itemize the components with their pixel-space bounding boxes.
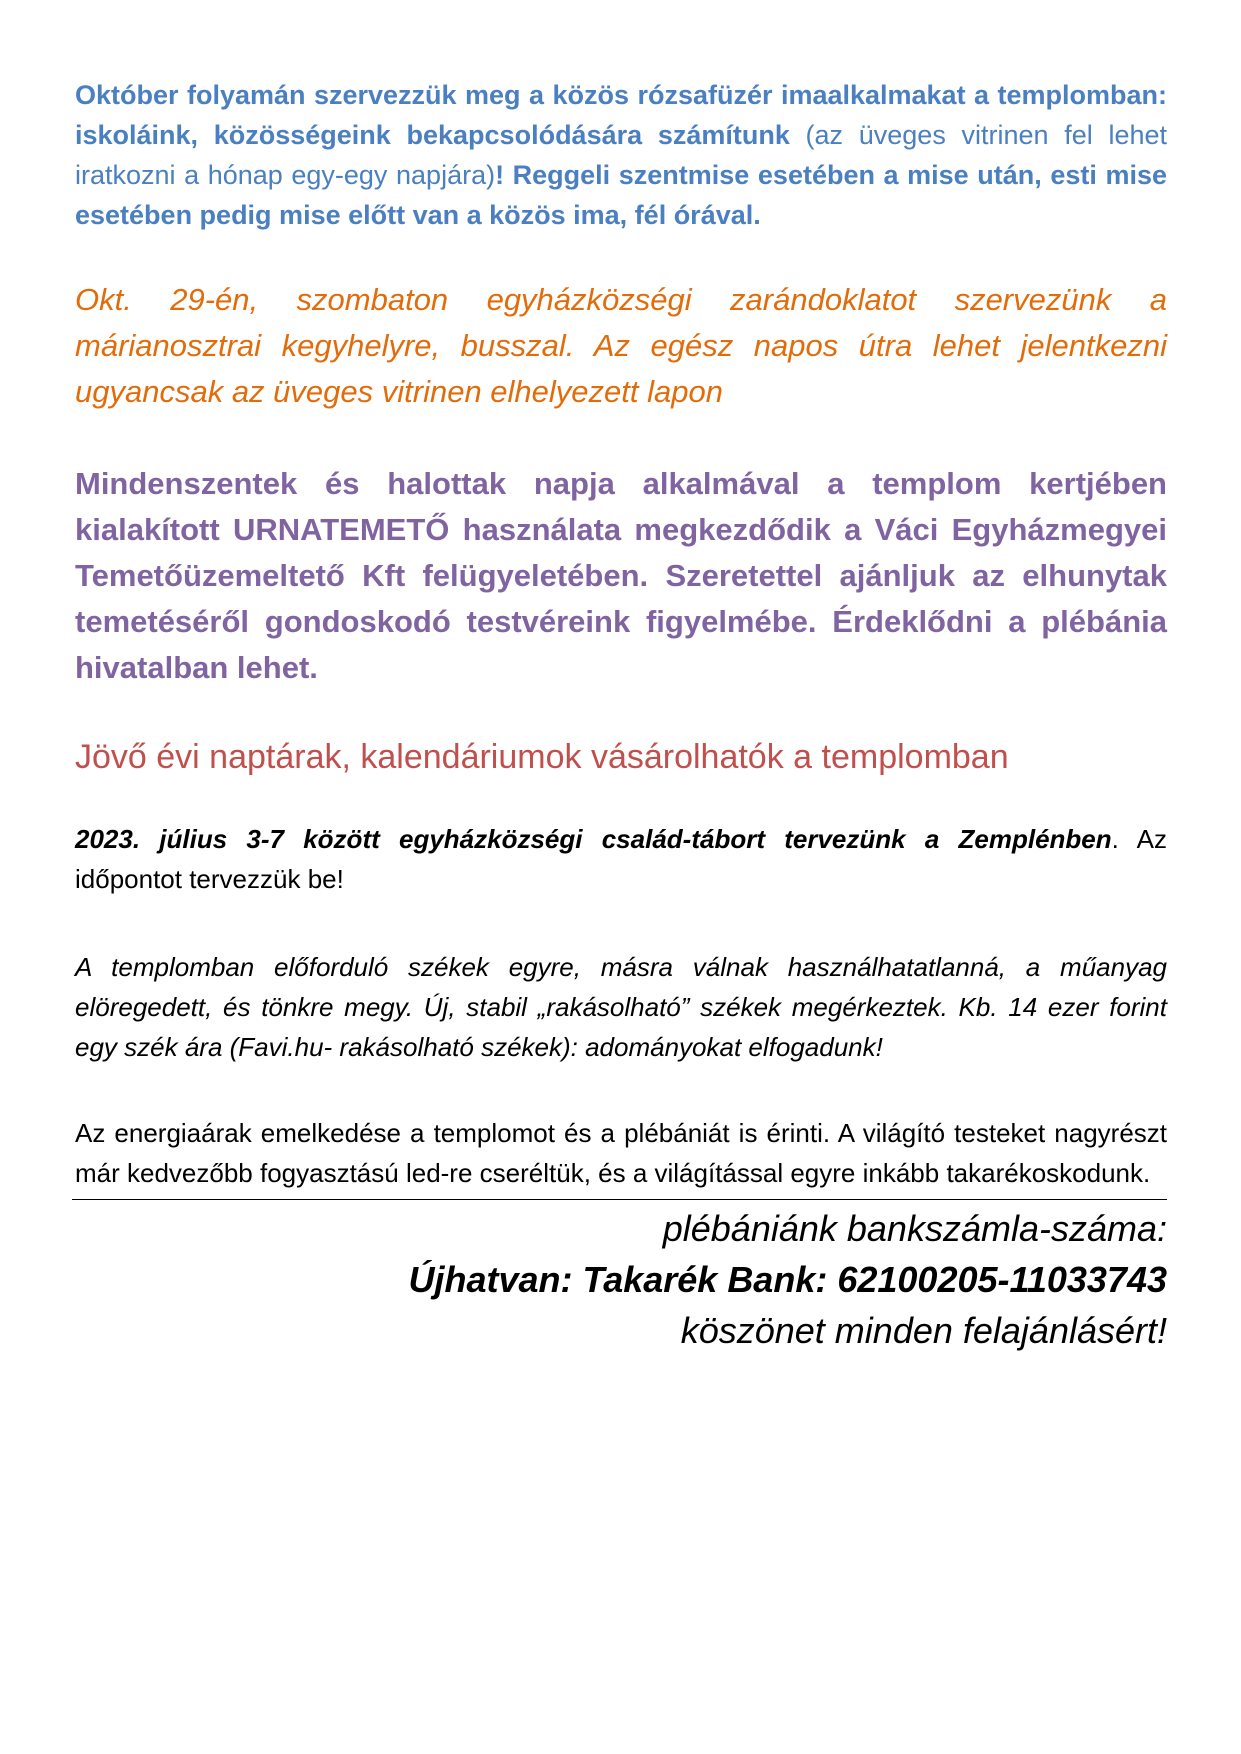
rosary-signup-note: (az üveges vitrinen fel lehet iratkozni a hónap egy-egy napjára) — [75, 120, 1167, 190]
rosary-schedule: ! Reggeli szentmise esetében a mise után, esti mise esetében pedig mise előtt van a közös ima, fél órával. — [75, 160, 1167, 230]
rosary-announcement — [75, 75, 1167, 235]
family-camp-lead: 2023. július 3-7 között egyházközségi család-tábort tervezünk a Zemplénben — [75, 824, 1112, 854]
urn-cemetery-announcement: Mindenszentek és halottak napja alkalmával a templom kertjében kialakított URNATEMETŐ használata megkezdődik a Váci Egyházmegyei Temetőüzemeltető Kft felügyeletében. Szeretettel ajánljuk az elhunytak temetéséről gondoskodó testvéreink figyelmébe. Érdeklődni a plébánia hivatalban lehet. — [75, 466, 1167, 685]
bank-account-footer — [75, 1204, 1167, 1356]
chairs-announcement: A templomban előforduló székek egyre, másra válnak használhatatlanná, a műanyag elöregedett, és tönkre megy. Új, stabil „rakásolható” székek megérkeztek. Kb. 14 ezer forint egy szék ára (Favi.hu- rakásolható székek): adományokat elfogadunk! — [75, 952, 1167, 1062]
thanks-note: köszönet minden felajánlásért! — [680, 1310, 1167, 1351]
account-label: plébániánk bankszámla-száma: — [662, 1208, 1167, 1249]
bulletin-page — [75, 75, 1167, 1356]
family-camp-announcement — [75, 819, 1167, 899]
calendars-announcement: Jövő évi naptárak, kalendáriumok vásárolhatók a templomban — [75, 738, 1009, 776]
footer-divider — [72, 1199, 1167, 1200]
energy-announcement: Az energiaárak emelkedése a templomot és a plébániát is érinti. A világító testeket nagyrészt már kedvezőbb fogyasztású led-re cseréltük, és a világítással egyre inkább takarékoskodunk. — [75, 1118, 1167, 1188]
rosary-intro: Október folyamán szervezzük meg a közös rózsafüzér imaalkalmakat a templomban: iskoláink, közösségeink bekapcsolódására számítunk — [75, 80, 1167, 150]
family-camp-rest: . Az időpontot tervezzük be! — [75, 824, 1167, 894]
account-number: Újhatvan: Takarék Bank: 62100205-11033743 — [408, 1259, 1167, 1300]
pilgrimage-announcement: Okt. 29-én, szombaton egyházközségi zarándoklatot szervezünk a márianosztrai kegyhelyre, busszal. Az egész napos útra lehet jelentkezni ugyancsak az üveges vitrinen elhelyezett lapon — [75, 282, 1167, 409]
